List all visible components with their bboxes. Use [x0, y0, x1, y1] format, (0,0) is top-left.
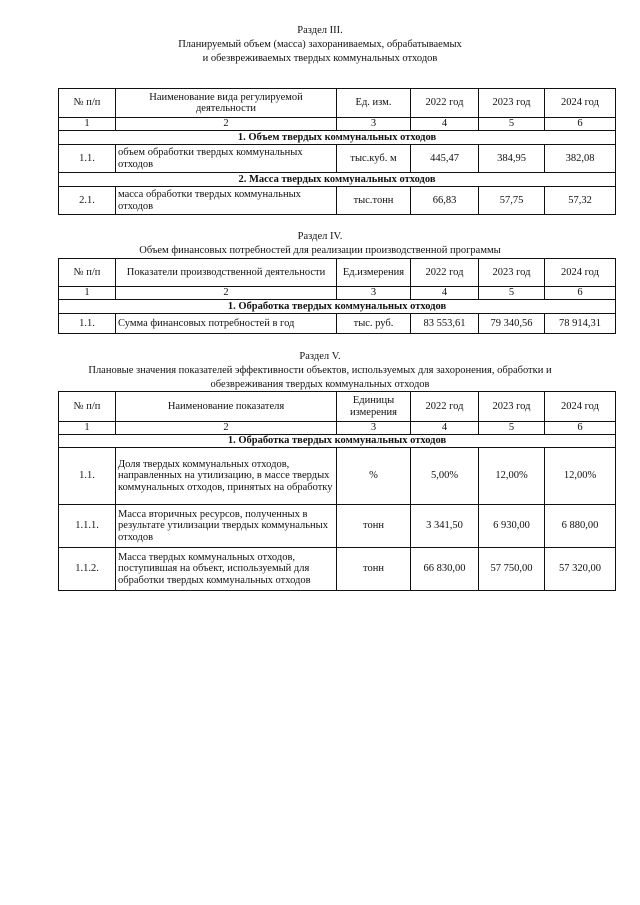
header-cell-activity: Наименование вида регулируемой деятельности [116, 89, 337, 118]
numbering-cell: 1 [59, 118, 116, 131]
table-numbering-row [59, 287, 616, 300]
table-row [59, 505, 616, 548]
row-description: Доля твердых коммунальных отходов, направленных на утилизацию, в массе твердых коммунальных отходов, принятых на обработку [116, 448, 337, 505]
row-value-2024: 78 914,31 [545, 314, 616, 334]
header-cell-indicators: Показатели производственной деятельности [116, 259, 337, 287]
header-cell-2024: 2024 год [545, 392, 616, 422]
header-cell-2024: 2024 год [545, 89, 616, 118]
row-description: масса обработки твердых коммунальных отходов [116, 187, 337, 215]
row-number: 1.1. [59, 145, 116, 173]
section-5-heading [0, 350, 640, 392]
row-value-2022: 83 553,61 [411, 314, 479, 334]
row-number: 1.1. [59, 314, 116, 334]
table-group-row [59, 173, 616, 187]
table-header-row [59, 89, 616, 118]
header-cell-2023: 2023 год [479, 89, 545, 118]
section-4-table [58, 258, 616, 334]
table-group-row [59, 435, 616, 448]
header-cell-number: № п/п [59, 259, 116, 287]
row-value-2024: 12,00% [545, 448, 616, 505]
row-unit: тонн [337, 505, 411, 548]
header-cell-number: № п/п [59, 392, 116, 422]
row-value-2023: 384,95 [479, 145, 545, 173]
header-cell-number: № п/п [59, 89, 116, 118]
header-cell-unit: Ед. изм. [337, 89, 411, 118]
table-row [59, 448, 616, 505]
row-value-2022: 445,47 [411, 145, 479, 173]
numbering-cell: 1 [59, 422, 116, 435]
row-value-2023: 57 750,00 [479, 548, 545, 591]
row-value-2022: 66 830,00 [411, 548, 479, 591]
row-value-2024: 6 880,00 [545, 505, 616, 548]
table-row [59, 314, 616, 334]
numbering-cell: 3 [337, 287, 411, 300]
header-cell-2022: 2022 год [411, 259, 479, 287]
section-5-table [58, 391, 616, 591]
header-cell-indicator: Наименование показателя [116, 392, 337, 422]
row-number: 2.1. [59, 187, 116, 215]
row-unit: тыс. руб. [337, 314, 411, 334]
table-numbering-row [59, 422, 616, 435]
numbering-cell: 4 [411, 118, 479, 131]
table-header-row [59, 392, 616, 422]
header-cell-2023: 2023 год [479, 259, 545, 287]
table-group-row [59, 131, 616, 145]
section-3-heading [0, 24, 640, 66]
group-title-volume: 1. Объем твердых коммунальных отходов [59, 131, 616, 145]
numbering-cell: 6 [545, 422, 616, 435]
row-number: 1.1.2. [59, 548, 116, 591]
header-cell-2022: 2022 год [411, 89, 479, 118]
row-value-2023: 12,00% [479, 448, 545, 505]
numbering-cell: 4 [411, 422, 479, 435]
row-value-2022: 66,83 [411, 187, 479, 215]
section-3-title: Раздел III. [297, 25, 343, 36]
section-3-table [58, 88, 616, 215]
numbering-cell: 2 [116, 287, 337, 300]
row-number: 1.1.1. [59, 505, 116, 548]
section-4-subtitle: Объем финансовых потребностей для реализации производственной программы [139, 245, 501, 256]
header-cell-2022: 2022 год [411, 392, 479, 422]
numbering-cell: 5 [479, 422, 545, 435]
row-value-2024: 382,08 [545, 145, 616, 173]
numbering-cell: 2 [116, 118, 337, 131]
row-unit: тонн [337, 548, 411, 591]
row-description: объем обработки твердых коммунальных отходов [116, 145, 337, 173]
table-row [59, 548, 616, 591]
group-title-processing: 1. Обработка твердых коммунальных отходов [59, 435, 616, 448]
numbering-cell: 1 [59, 287, 116, 300]
numbering-cell: 4 [411, 287, 479, 300]
row-value-2022: 5,00% [411, 448, 479, 505]
group-title-mass: 2. Масса твердых коммунальных отходов [59, 173, 616, 187]
numbering-cell: 5 [479, 287, 545, 300]
header-cell-2024: 2024 год [545, 259, 616, 287]
row-value-2024: 57 320,00 [545, 548, 616, 591]
section-4-title: Раздел IV. [297, 231, 343, 242]
header-cell-2023: 2023 год [479, 392, 545, 422]
row-unit: тыс.куб. м [337, 145, 411, 173]
row-value-2024: 57,32 [545, 187, 616, 215]
row-description: Сумма финансовых потребностей в год [116, 314, 337, 334]
table-row [59, 187, 616, 215]
row-unit: тыс.тонн [337, 187, 411, 215]
table-row [59, 145, 616, 173]
numbering-cell: 2 [116, 422, 337, 435]
row-description: Масса вторичных ресурсов, полученных в результате утилизации твердых коммунальных отходов [116, 505, 337, 548]
section-5-subtitle-line-2: обезвреживания твердых коммунальных отходов [210, 379, 430, 390]
section-5-subtitle-line-1: Плановые значения показателей эффективности объектов, используемых для захоронения, обработки и [88, 365, 552, 376]
numbering-cell: 6 [545, 287, 616, 300]
numbering-cell: 5 [479, 118, 545, 131]
row-unit: % [337, 448, 411, 505]
group-title-processing: 1. Обработка твердых коммунальных отходов [59, 300, 616, 314]
section-3-subtitle-line-2: и обезвреживаемых твердых коммунальных отходов [202, 53, 438, 64]
row-description: Масса твердых коммунальных отходов, поступившая на объект, используемый для обработки твердых коммунальных отходов [116, 548, 337, 591]
row-value-2023: 79 340,56 [479, 314, 545, 334]
numbering-cell: 3 [337, 422, 411, 435]
header-cell-unit: Ед.измерения [337, 259, 411, 287]
section-3-subtitle-line-1: Планируемый объем (масса) захораниваемых, обрабатываемых [178, 39, 462, 50]
table-header-row [59, 259, 616, 287]
header-cell-unit: Единицы измерения [337, 392, 411, 422]
numbering-cell: 3 [337, 118, 411, 131]
row-value-2023: 6 930,00 [479, 505, 545, 548]
section-4-heading [0, 230, 640, 258]
table-group-row [59, 300, 616, 314]
table-numbering-row [59, 118, 616, 131]
section-5-title: Раздел V. [299, 351, 341, 362]
row-number: 1.1. [59, 448, 116, 505]
row-value-2022: 3 341,50 [411, 505, 479, 548]
numbering-cell: 6 [545, 118, 616, 131]
row-value-2023: 57,75 [479, 187, 545, 215]
